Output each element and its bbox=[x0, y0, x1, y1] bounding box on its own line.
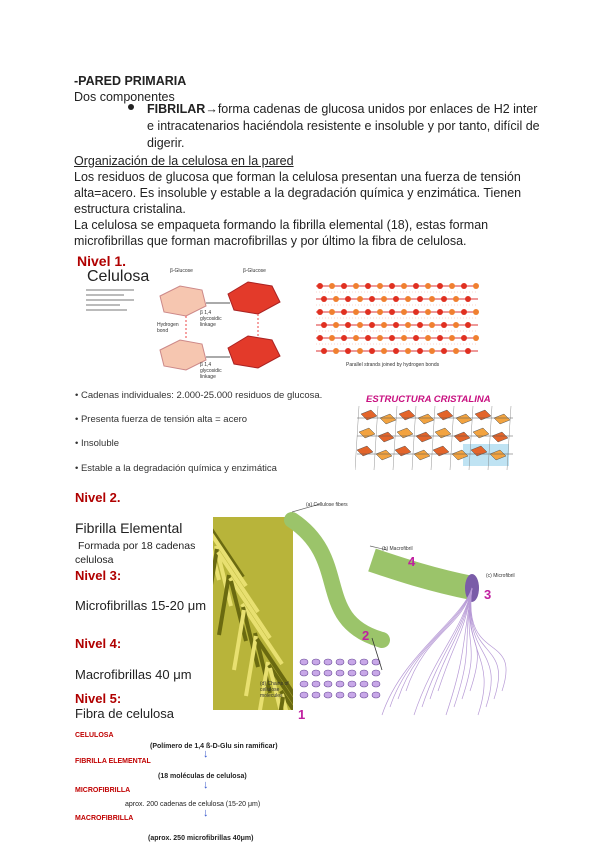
strand-bead bbox=[389, 309, 395, 315]
fiber-strand bbox=[213, 549, 217, 609]
strand-bead bbox=[461, 283, 467, 289]
strand-bead bbox=[389, 283, 395, 289]
strand-bead bbox=[449, 309, 455, 315]
strand-bead bbox=[341, 283, 347, 289]
strand-bead bbox=[345, 296, 351, 302]
chain-bead bbox=[348, 659, 356, 665]
bullet-line-1 bbox=[147, 101, 537, 118]
chain-bead bbox=[312, 681, 320, 687]
strand-bead bbox=[369, 348, 375, 354]
label-microfibril: (c) Microfibril bbox=[486, 573, 515, 579]
crystal-structure-diagram bbox=[355, 404, 515, 476]
strand-bead bbox=[413, 283, 419, 289]
caption-block bbox=[86, 286, 134, 322]
number-3: 3 bbox=[484, 587, 492, 602]
parallel-strands-caption: Parallel strands joined by hydrogen bonds bbox=[346, 362, 440, 368]
crystal-ring bbox=[454, 432, 470, 442]
strand-bead bbox=[377, 283, 383, 289]
macrofibrillas-label: Macrofibrillas 40 μm bbox=[75, 667, 192, 682]
strand-bead bbox=[381, 322, 387, 328]
strand-bead bbox=[393, 348, 399, 354]
chain-bead bbox=[300, 670, 308, 676]
chain-bead bbox=[324, 681, 332, 687]
parallel-strands-diagram bbox=[312, 278, 482, 360]
crystal-ring bbox=[378, 432, 394, 442]
strand-bead bbox=[393, 322, 399, 328]
bullet-icon bbox=[128, 104, 134, 110]
flow-polimero: (Polímero de 1,4 ß-D-Glu sin ramificar) bbox=[150, 743, 278, 750]
strand-bead bbox=[393, 296, 399, 302]
fibrilla-elemental-label: Fibrilla Elemental bbox=[75, 520, 183, 536]
strand-bead bbox=[441, 322, 447, 328]
crystal-ring bbox=[399, 410, 415, 420]
fibra-celulosa-label: Fibra de celulosa bbox=[75, 706, 174, 721]
strand-bead bbox=[353, 309, 359, 315]
strand-bead bbox=[413, 335, 419, 341]
strand-bead bbox=[417, 296, 423, 302]
chain-bead bbox=[312, 659, 320, 665]
strand-bead bbox=[401, 335, 407, 341]
flow-macrofibrilla-desc: (aprox. 250 microfibrillas 40μm) bbox=[148, 835, 254, 842]
chain-bead bbox=[312, 670, 320, 676]
glycosidic-link-label-1: β 1,4 glycosidic linkage bbox=[200, 310, 222, 328]
strand-bead bbox=[453, 322, 459, 328]
strand-bead bbox=[461, 309, 467, 315]
strand-bead bbox=[473, 283, 479, 289]
slide1-bullet-2: • Presenta fuerza de tensión alta = acero bbox=[75, 414, 248, 425]
crystal-ring bbox=[414, 450, 430, 460]
nivel-2-label: Nivel 2. bbox=[75, 490, 121, 505]
strand-bead bbox=[441, 296, 447, 302]
flow-fibrilla-desc: (18 moléculas de celulosa) bbox=[158, 773, 247, 780]
number-4: 4 bbox=[408, 554, 416, 569]
slide1-bullet-4: • Estable a la degradación química y enzimática bbox=[75, 463, 277, 474]
flow-microfibrilla-desc: aprox. 200 cadenas de celulosa (15-20 μm) bbox=[125, 801, 261, 808]
strand-bead bbox=[329, 283, 335, 289]
crystal-ring bbox=[361, 410, 377, 420]
crystal-ring bbox=[437, 410, 453, 420]
chain-bead bbox=[336, 692, 344, 698]
strand-bead bbox=[449, 335, 455, 341]
strand-bead bbox=[321, 322, 327, 328]
strand-bead bbox=[317, 335, 323, 341]
macrofibril-tube bbox=[372, 560, 472, 588]
chain-bead bbox=[372, 670, 380, 676]
strand-bead bbox=[381, 296, 387, 302]
label-macrofibril: (b) Macrofibril bbox=[382, 546, 413, 552]
microfibrillas-label: Microfibrillas 15-20 μm bbox=[75, 598, 207, 613]
strand-bead bbox=[441, 348, 447, 354]
strand-bead bbox=[369, 322, 375, 328]
strand-bead bbox=[465, 322, 471, 328]
crystal-ring bbox=[395, 446, 411, 456]
chain-bead bbox=[300, 659, 308, 665]
chain-bead bbox=[336, 681, 344, 687]
microfibril-strand bbox=[382, 588, 472, 715]
strand-bead bbox=[341, 309, 347, 315]
label-cellulose-fibers: (a) Cellulose fibers bbox=[306, 502, 348, 508]
strand-bead bbox=[429, 296, 435, 302]
strand-bead bbox=[429, 348, 435, 354]
microfibril-strand bbox=[470, 588, 491, 707]
strand-bead bbox=[429, 322, 435, 328]
microfibril-strand bbox=[471, 588, 506, 691]
chain-bead bbox=[360, 692, 368, 698]
nivel-4-label: Nivel 4: bbox=[75, 636, 122, 651]
chain-bead bbox=[300, 681, 308, 687]
chain-bead bbox=[324, 659, 332, 665]
crystal-ring bbox=[376, 450, 392, 460]
chain-bead bbox=[324, 692, 332, 698]
crystal-ring bbox=[416, 432, 432, 442]
formada-line-1: Formada por 18 cadenas bbox=[78, 540, 196, 552]
paragraph-2-line-2: microfibrillas que forman macrofibrillas y por último la fibra de celulosa. bbox=[74, 234, 467, 248]
strand-bead bbox=[425, 283, 431, 289]
strand-bead bbox=[377, 309, 383, 315]
strand-bead bbox=[465, 296, 471, 302]
strand-bead bbox=[329, 309, 335, 315]
hydrogen-bond-label: Hydrogen bond bbox=[157, 322, 179, 334]
crystal-title: ESTRUCTURA CRISTALINA bbox=[366, 394, 491, 405]
crystal-ring bbox=[494, 414, 510, 424]
beta-glucose-label-2: β-Glucose bbox=[243, 268, 266, 274]
microfibril-fan bbox=[382, 588, 506, 715]
subheading: Organización de la celulosa en la pared bbox=[74, 154, 294, 168]
strand-bead bbox=[365, 283, 371, 289]
nivel-5-label: Nivel 5: bbox=[75, 691, 122, 706]
crystal-grid-line bbox=[355, 406, 359, 470]
strand-bead bbox=[461, 335, 467, 341]
number-2: 2 bbox=[362, 628, 370, 643]
strand-bead bbox=[453, 348, 459, 354]
strand-bead bbox=[425, 309, 431, 315]
bullet-line-2: e intracatenarios haciéndola resistente e insoluble y por tanto, difícil de bbox=[147, 119, 540, 133]
chain-bead bbox=[360, 681, 368, 687]
crystal-ring bbox=[435, 428, 451, 438]
celulosa-title: Celulosa bbox=[87, 268, 150, 285]
crystal-ring bbox=[456, 414, 472, 424]
cellulose-fiber-tube bbox=[292, 520, 382, 640]
crystal-ring bbox=[397, 428, 413, 438]
strand-bead bbox=[357, 296, 363, 302]
strand-bead bbox=[321, 296, 327, 302]
flow-macrofibrilla: MACROFIBRILLA bbox=[75, 815, 134, 822]
label-chains: (d) Chains of cellulose molecules bbox=[260, 681, 289, 699]
strand-bead bbox=[413, 309, 419, 315]
strand-bead bbox=[317, 283, 323, 289]
bullet-line-3: digerir. bbox=[147, 136, 185, 150]
nivel-3-label: Nivel 3: bbox=[75, 568, 122, 583]
strand-bead bbox=[317, 309, 323, 315]
chain-bead bbox=[348, 692, 356, 698]
arrow-down-icon: ↓ bbox=[203, 807, 209, 819]
arrow-down-icon: ↓ bbox=[203, 779, 209, 791]
strand-bead bbox=[417, 322, 423, 328]
strand-bead bbox=[405, 322, 411, 328]
strand-bead bbox=[381, 348, 387, 354]
flow-fibrilla: FIBRILLA ELEMENTAL bbox=[75, 758, 151, 765]
paragraph-2-line-1: La celulosa se empaqueta formando la fibrilla elemental (18), estas forman bbox=[74, 218, 489, 232]
chain-bead bbox=[372, 692, 380, 698]
section-heading: -PARED PRIMARIA bbox=[74, 74, 187, 88]
strand-bead bbox=[437, 335, 443, 341]
arrow-right-icon: → bbox=[205, 102, 218, 116]
strand-bead bbox=[437, 309, 443, 315]
strand-bead bbox=[329, 335, 335, 341]
number-1: 1 bbox=[298, 707, 306, 722]
strand-bead bbox=[425, 335, 431, 341]
strand-bead bbox=[401, 283, 407, 289]
strand-bead bbox=[353, 335, 359, 341]
crystal-ring bbox=[433, 446, 449, 456]
strand-bead bbox=[365, 335, 371, 341]
strand-bead bbox=[473, 309, 479, 315]
chain-bead bbox=[348, 670, 356, 676]
crystal-ring bbox=[359, 428, 375, 438]
strand-bead bbox=[333, 322, 339, 328]
chain-bead bbox=[336, 659, 344, 665]
strands-group bbox=[316, 283, 479, 354]
intro-text: Dos componentes bbox=[74, 90, 175, 104]
strand-bead bbox=[357, 348, 363, 354]
crystal-ring bbox=[418, 414, 434, 424]
chain-bead bbox=[300, 692, 308, 698]
flow-celulosa: CELULOSA bbox=[75, 732, 114, 739]
cellulose-chains bbox=[300, 638, 382, 698]
strand-bead bbox=[417, 348, 423, 354]
chain-bead bbox=[360, 659, 368, 665]
strand-bead bbox=[321, 348, 327, 354]
strand-bead bbox=[405, 348, 411, 354]
strand-bead bbox=[333, 296, 339, 302]
paragraph-1-line-3: estructura cristalina. bbox=[74, 202, 186, 216]
crystal-ring bbox=[492, 432, 508, 442]
crystal-ring bbox=[357, 446, 373, 456]
strand-bead bbox=[465, 348, 471, 354]
strand-bead bbox=[473, 335, 479, 341]
strand-bead bbox=[341, 335, 347, 341]
strand-bead bbox=[453, 296, 459, 302]
slide1-bullet-1: • Cadenas individuales: 2.000-25.000 residuos de glucosa. bbox=[75, 390, 323, 401]
flow-microfibrilla: MICROFIBRILLA bbox=[75, 787, 131, 794]
crystal-ring bbox=[380, 414, 396, 424]
nivel-1-label: Nivel 1. bbox=[77, 253, 127, 269]
chain-bead bbox=[336, 670, 344, 676]
glycosidic-link-label-2: β 1,4 glycosidic linkage bbox=[200, 362, 222, 380]
paragraph-1-line-1: Los residuos de glucosa que forman la celulosa presentan una fuerza de tensión bbox=[74, 170, 521, 184]
strand-bead bbox=[365, 309, 371, 315]
strand-bead bbox=[345, 348, 351, 354]
strand-bead bbox=[449, 283, 455, 289]
strand-bead bbox=[345, 322, 351, 328]
glucose-ring-bottom-right bbox=[228, 336, 280, 368]
strand-bead bbox=[369, 296, 375, 302]
slide1-bullet-3: • Insoluble bbox=[75, 438, 119, 449]
crystal-ring bbox=[475, 410, 491, 420]
strand-bead bbox=[401, 309, 407, 315]
crystal-ring bbox=[473, 428, 489, 438]
strand-bead bbox=[405, 296, 411, 302]
chain-bead bbox=[312, 692, 320, 698]
chain-bead bbox=[360, 670, 368, 676]
strand-bead bbox=[389, 335, 395, 341]
strand-bead bbox=[357, 322, 363, 328]
strand-bead bbox=[333, 348, 339, 354]
arrow-down-icon: ↓ bbox=[203, 748, 209, 760]
bullet-text: forma cadenas de glucosa unidos por enlaces de H2 inter bbox=[217, 102, 538, 116]
beta-glucose-label-1: β-Glucose bbox=[170, 268, 193, 274]
glucose-ring-top-right bbox=[228, 282, 280, 314]
paragraph-1-line-2: alta=acero. Es insoluble y estable a la degradación química y enzimática. Tienen bbox=[74, 186, 522, 200]
formada-line-2: celulosa bbox=[75, 554, 114, 566]
strand-bead bbox=[353, 283, 359, 289]
bullet-term: FIBRILAR bbox=[147, 102, 206, 116]
chain-bead bbox=[324, 670, 332, 676]
chain-bead bbox=[372, 681, 380, 687]
chain-bead bbox=[348, 681, 356, 687]
strand-bead bbox=[437, 283, 443, 289]
strand-bead bbox=[377, 335, 383, 341]
